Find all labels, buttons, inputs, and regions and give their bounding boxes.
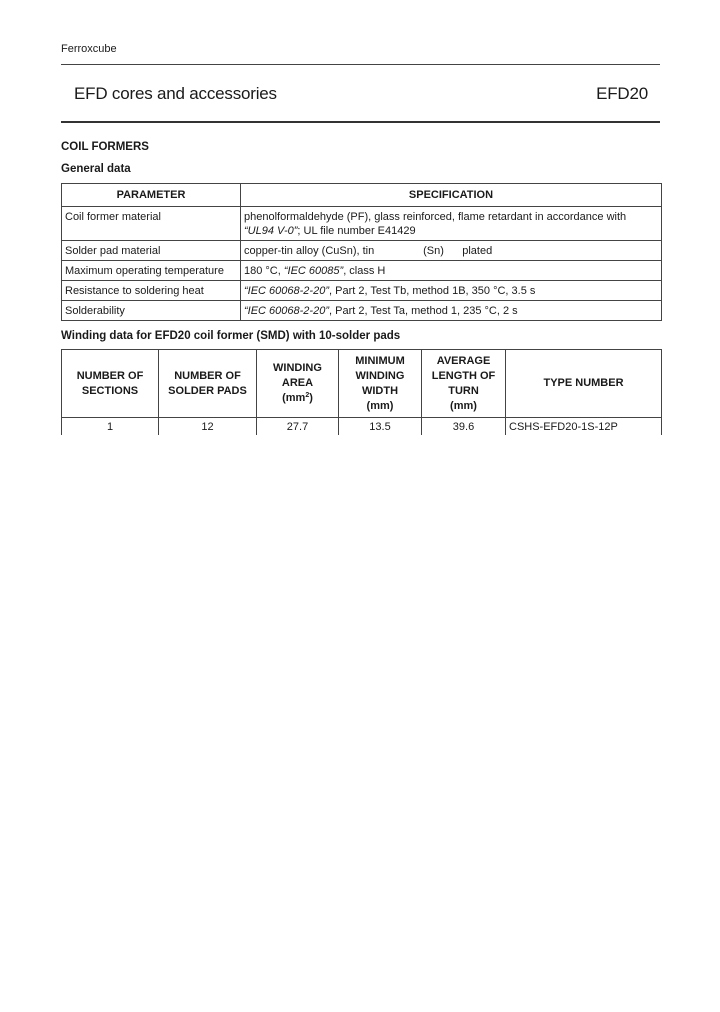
parameter-cell: Coil former material	[62, 207, 241, 241]
solder-pads-cell: 12	[159, 418, 257, 436]
parameter-cell: Solderability	[62, 301, 241, 321]
table-row	[62, 281, 662, 301]
solder-pads-column-header: NUMBER OF SOLDER PADS	[159, 350, 257, 418]
spec-text: phenolformaldehyde (PF), glass reinforced, flame retardant in accordance with	[244, 211, 627, 223]
specification-cell	[241, 207, 662, 241]
parameter-cell: Solder pad material	[62, 241, 241, 261]
spec-text: , class H	[343, 265, 386, 277]
parameter-cell: Resistance to soldering heat	[62, 281, 241, 301]
spec-text: , Part 2, Test Ta, method 1, 235 °C, 2 s	[329, 305, 518, 317]
spec-standard-ref: “IEC 60085”	[283, 265, 344, 277]
spec-standard-ref: “IEC 60068-2-20”	[244, 305, 329, 317]
type-number-column-header: TYPE NUMBER	[506, 350, 662, 418]
turn-length-cell: 39.6	[422, 418, 506, 436]
part-number-title: EFD20	[596, 84, 648, 103]
winding-area-column-header: WINDING AREA $(mm^2)$	[257, 350, 339, 418]
table-row	[62, 241, 662, 261]
spec-text: 180 °C,	[244, 265, 284, 277]
spec-text: , Part 2, Test Tb, method 1B, 350 °C, 3.5 s	[329, 285, 536, 297]
winding-width-column-header: MINIMUM WINDING WIDTH (mm)	[339, 350, 422, 418]
specification-column-header: SPECIFICATION	[241, 184, 662, 207]
table-row	[62, 418, 662, 436]
document-title: EFD cores and accessories	[74, 84, 277, 103]
winding-area-cell: 27.7	[257, 418, 339, 436]
spec-text: ; UL file number E41429	[297, 225, 416, 237]
section-heading: COIL FORMERS	[61, 141, 149, 153]
table-row	[62, 207, 662, 241]
table-header-row	[62, 184, 662, 207]
parameter-cell: Maximum operating temperature	[62, 261, 241, 281]
parameter-column-header: PARAMETER	[62, 184, 241, 207]
spec-standard-ref: “UL94 V-0”	[244, 225, 298, 237]
winding-data-heading: Winding data for EFD20 coil former (SMD) with 10-solder pads	[61, 330, 401, 342]
specification-cell	[241, 261, 662, 281]
general-data-heading: General data	[61, 163, 131, 175]
winding-data-table	[61, 349, 662, 435]
turn-length-column-header: AVERAGE LENGTH OF TURN (mm)	[422, 350, 506, 418]
sections-cell: 1	[62, 418, 159, 436]
header-rule-bottom	[61, 121, 660, 123]
sections-column-header: NUMBER OF SECTIONS	[62, 350, 159, 418]
winding-width-cell: 13.5	[339, 418, 422, 436]
table-row	[62, 301, 662, 321]
specification-cell	[241, 281, 662, 301]
type-number-cell: CSHS-EFD20-1S-12P	[506, 418, 662, 436]
table-header-row	[62, 350, 662, 418]
specification-cell: copper-tin alloy (CuSn), tin (Sn) plated	[241, 241, 662, 261]
general-data-table	[61, 183, 662, 321]
spec-standard-ref: “IEC 60068-2-20”	[244, 285, 329, 297]
header-rule-top	[61, 64, 660, 65]
company-name: Ferroxcube	[61, 43, 117, 55]
table-row	[62, 261, 662, 281]
specification-cell	[241, 301, 662, 321]
